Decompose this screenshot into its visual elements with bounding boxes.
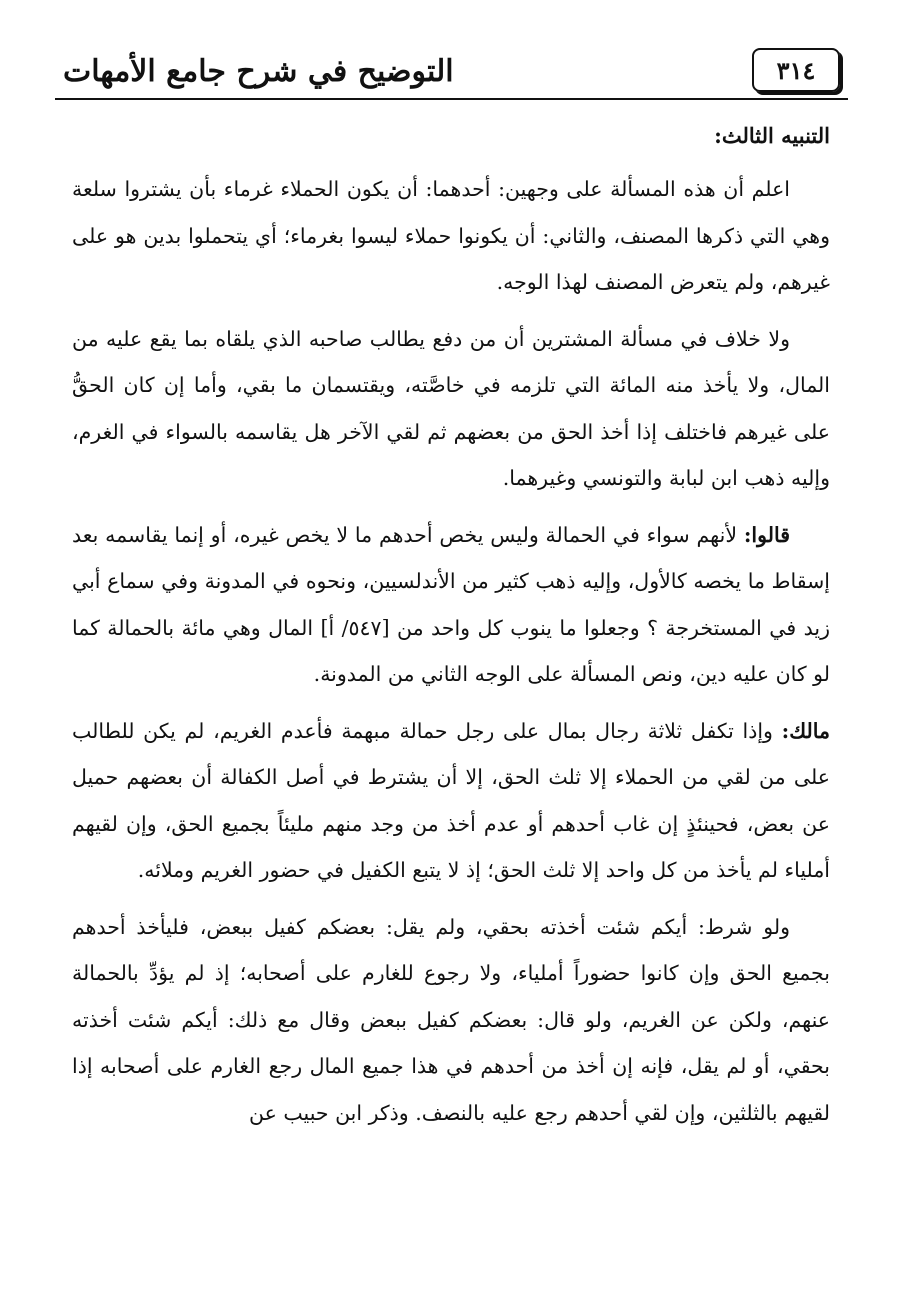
page-header (55, 48, 840, 96)
paragraph-4-lead: مالك: (781, 718, 830, 743)
paragraph-5-text: ولو شرط: أيكم شئت أخذته بحقي، ولم يقل: بعضكم كفيل ببعض، فليأخذ أحدهم بجميع الحق وإن كانوا حضوراً أملياء، ولا رجوع للغارم على أصحابه؛ إذ لم يؤدِّ بالحمالة عنهم، ولكن عن الغريم، ولو قال: بعضكم كفيل ببعض وقال مع ذلك: أيكم شئت أخذته بحقي، أو لم يقل، فإنه إن أخذ من أحدهم في هذا جميع المال رجع الغارم على أصحابه إذا لقيهم بالثلثين، وإن لقي أحدهم رجع عليه بالنصف. وذكر ابن حبيب عن (72, 914, 830, 1125)
header-divider (55, 98, 848, 100)
paragraph-4 (72, 708, 830, 894)
paragraph-1 (72, 166, 830, 306)
paragraph-1-text: اعلم أن هذه المسألة على وجهين: أحدهما: أن يكون الحملاء غرماء بأن يشتروا سلعة وهي التي ذكرها المصنف، والثاني: أن يكونوا حملاء ليسوا بغرماء؛ أي يتحملوا بدين هو على غيرهم، ولم يتعرض المصنف لهذا الوجه. (72, 177, 830, 294)
section-heading: التنبيه الثالث: (714, 123, 830, 148)
page-number: ٣١٤ (752, 48, 840, 92)
paragraph-4-text: وإذا تكفل ثلاثة رجال بمال على رجل حمالة مبهمة فأعدم الغريم، لم يكن للطالب على من لقي من الحملاء إلا ثلث الحق، إلا أن يشترط في أصل الكفالة أن بعضهم حميل عن بعض، فحينئذٍ إن غاب أحدهم أو عدم أخذ من وجد منهم مليئاً بجميع الحق، وإن لقيهم أملياء لم يأخذ من كل واحد إلا ثلث الحق؛ إذ لا يتبع الكفيل في حضور الغريم وملائه. (72, 718, 830, 882)
paragraph-3-lead: قالوا: (743, 522, 790, 547)
page-body (72, 116, 830, 1146)
paragraph-2-text: ولا خلاف في مسألة المشترين أن من دفع يطالب صاحبه الذي يلقاه بما يقع عليه من المال، ولا يأخذ منه المائة التي تلزمه في خاصَّته، ويقتسمان ما بقي، وأما إن كان الحقُّ على غيرهم فاختلف إذا أخذ الحق من بعضهم ثم لقي الآخر هل يقاسمه بالسواء في الغرم، وإليه ذهب ابن لبابة والتونسي وغيرهما. (72, 326, 830, 490)
book-title: التوضيح في شرح جامع الأمهات (63, 54, 454, 89)
paragraph-2 (72, 316, 830, 502)
paragraph-5 (72, 904, 830, 1137)
paragraph-3-text: لأنهم سواء في الحمالة وليس يخص أحدهم ما لا يخص غيره، أو إنما يقاسمه بعد إسقاط ما يخصه كالأول، وإليه ذهب كثير من الأندلسيين، ونحوه في المدونة وفي سماع أبي زيد في المستخرجة ؟ وجعلوا ما ينوب كل واحد من [٥٤٧/ أ] المال وهي مائة بالحمالة كما لو كان عليه دين، ونص المسألة على الوجه الثاني من المدونة. (72, 522, 830, 686)
paragraph-3 (72, 512, 830, 698)
